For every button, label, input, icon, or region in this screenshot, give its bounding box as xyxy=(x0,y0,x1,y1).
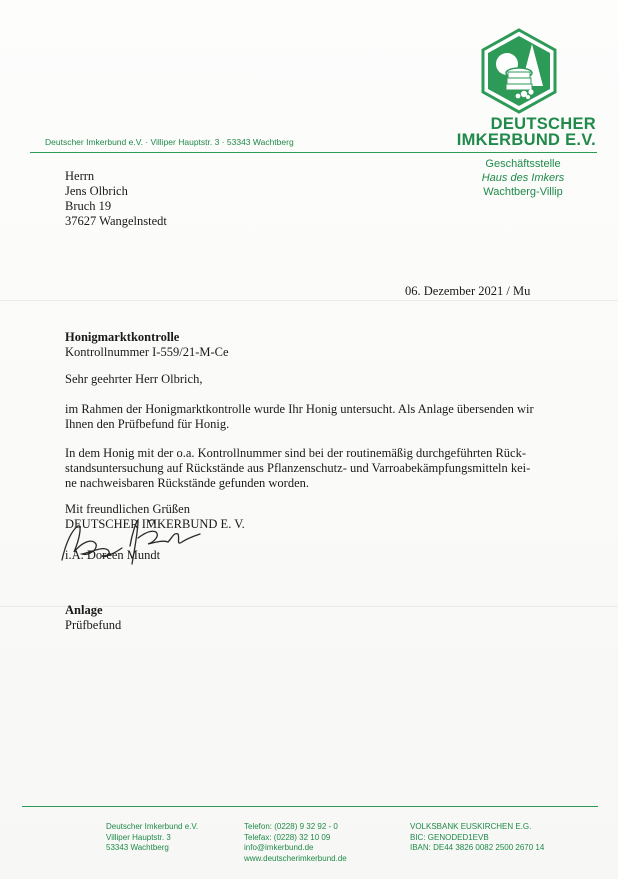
signer-name: i.A. Doreen Mundt xyxy=(65,548,161,562)
body-line: im Rahmen der Honigmarktkontrolle wurde Ihr Honig untersucht. Als Anlage übersenden wir xyxy=(65,402,534,416)
footer-line: Telefax: (0228) 32 10 09 xyxy=(244,832,331,842)
footer-divider xyxy=(22,806,598,807)
attachment-item: Prüfbefund xyxy=(65,618,122,632)
footer-bank xyxy=(410,822,544,854)
closing-org: DEUTSCHER IMKERBUND E. V. xyxy=(65,517,245,531)
office-line: Geschäftsstelle xyxy=(485,158,561,170)
org-name xyxy=(457,116,596,148)
sender-return-address: Deutscher Imkerbund e.V. · Villiper Hauptstr. 3 · 53343 Wachtberg xyxy=(45,137,294,147)
office-line: Haus des Imkers xyxy=(481,172,565,184)
closing-greeting: Mit freundlichen Grüßen xyxy=(65,502,190,516)
body-line: ne nachweisbaren Rückstände gefunden worden. xyxy=(65,476,310,490)
recipient-line: Herrn xyxy=(65,169,95,183)
attachment-label: Anlage xyxy=(65,603,103,617)
footer-line: BIC: GENODED1EVB xyxy=(410,832,489,842)
letter-date: 06. Dezember 2021 / Mu xyxy=(405,284,531,298)
body-paragraph-2 xyxy=(65,446,565,491)
footer-contact xyxy=(244,822,347,864)
footer-line: www.deutscherimkerbund.de xyxy=(244,853,347,863)
footer-address xyxy=(106,822,198,854)
footer-line: Deutscher Imkerbund e.V. xyxy=(106,822,199,831)
header-divider xyxy=(30,152,597,153)
body-line: Ihnen den Prüfbefund für Honig. xyxy=(65,417,230,431)
body-paragraph-1 xyxy=(65,402,565,432)
handwritten-signature xyxy=(52,512,222,572)
imkerbund-logo xyxy=(480,28,558,114)
office-line: Wachtberg-Villip xyxy=(483,186,563,198)
recipient-line: Jens Olbrich xyxy=(65,184,128,198)
org-name-line2: IMKERBUND E.V. xyxy=(456,131,596,149)
subject-reference: Kontrollnummer I-559/21-M-Ce xyxy=(65,345,229,359)
recipient-address xyxy=(65,169,167,229)
attachment-block xyxy=(65,603,121,633)
recipient-line: Bruch 19 xyxy=(65,199,112,213)
footer-line: info@imkerbund.de xyxy=(244,843,314,852)
recipient-line: 37627 Wangelnstedt xyxy=(65,214,167,228)
org-name-line1: DEUTSCHER xyxy=(490,115,596,133)
footer-line: VOLKSBANK EUSKIRCHEN E.G. xyxy=(410,822,532,831)
body-line: In dem Honig mit der o.a. Kontrollnummer sind bei der routinemäßig durchgeführten Rück- xyxy=(65,446,526,460)
subject-title: Honigmarktkontrolle xyxy=(65,330,180,344)
body-line: standsuntersuchung auf Rückstände aus Pflanzenschutz- und Varroabekämpfungsmitteln kei- xyxy=(65,461,531,475)
footer-line: 53343 Wachtberg xyxy=(106,843,169,852)
footer-line: IBAN: DE44 3826 0082 2500 2670 14 xyxy=(410,843,545,852)
fold-line xyxy=(0,300,618,301)
subject-block xyxy=(65,330,229,360)
office-block xyxy=(468,157,578,199)
footer-line: Telefon: (0228) 9 32 92 - 0 xyxy=(244,822,338,831)
salutation: Sehr geehrter Herr Olbrich, xyxy=(65,372,203,386)
footer-line: Villiper Hauptstr. 3 xyxy=(106,832,171,842)
